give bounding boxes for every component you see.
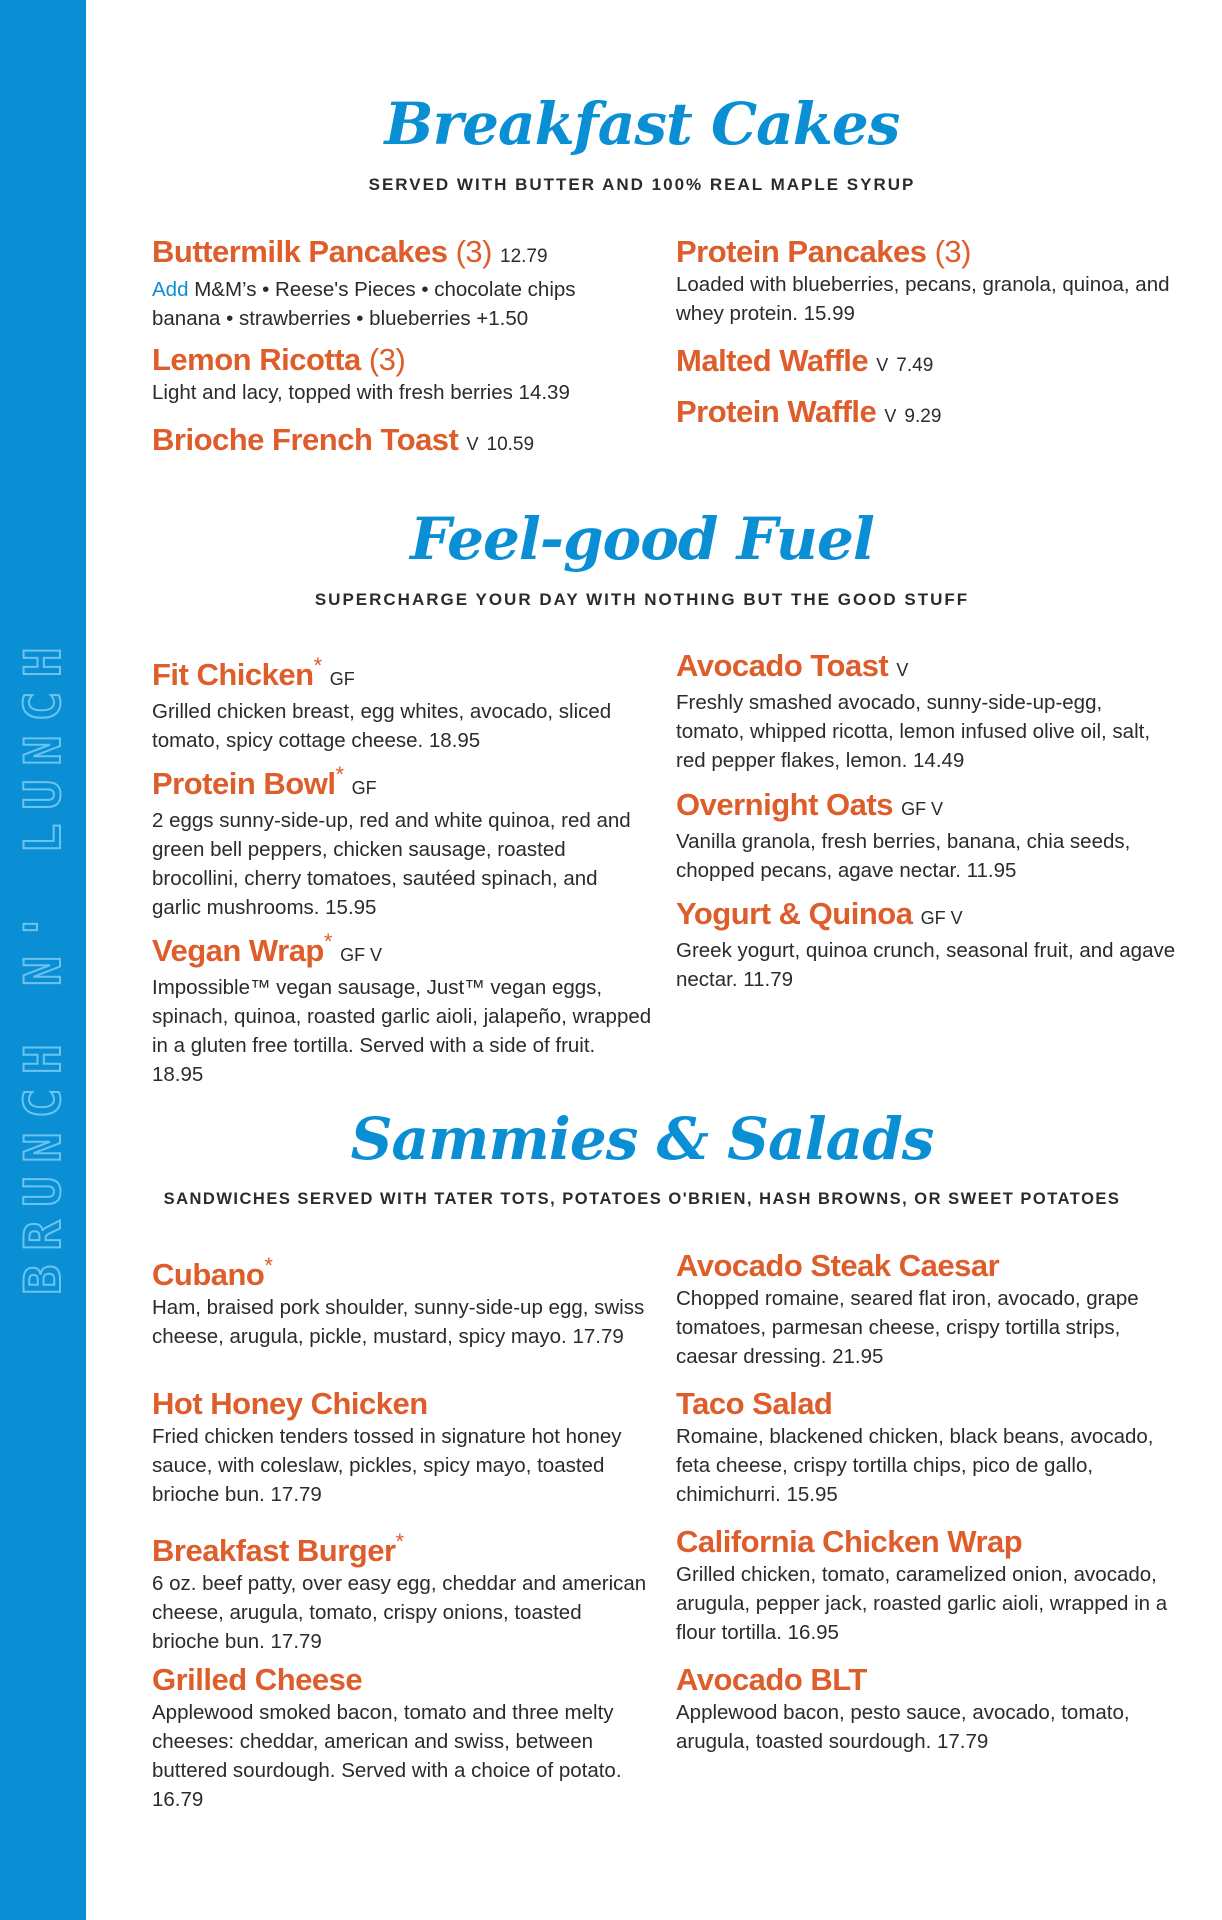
menu-item-protein-waffle (676, 394, 1176, 435)
item-asterisk: * (335, 762, 344, 787)
menu-item-protein-bowl (152, 757, 652, 922)
item-asterisk: * (323, 929, 332, 954)
menu-item-breakfast-burger (152, 1524, 652, 1656)
item-desc: Fried chicken tenders tossed in signature hot honey sauce, with coleslaw, pickles, spicy mayo, toasted brioche bun. 17.79 (152, 1425, 622, 1506)
item-addons-line1: M&M’s • Reese's Pieces • chocolate chips (194, 278, 576, 301)
item-desc: Freshly smashed avocado, sunny-side-up-egg, tomato, whipped ricotta, lemon infused olive oil, salt, red pepper flakes, lemon. 14.49 (676, 691, 1151, 772)
item-addons-line2: banana • strawberries • blueberries +1.50 (152, 307, 529, 330)
item-name: Protein Pancakes (676, 234, 927, 269)
item-name: Grilled Cheese (152, 1662, 363, 1697)
item-name: Malted Waffle (676, 343, 869, 378)
menu-item-lemon-ricotta (152, 342, 652, 407)
menu-item-avocado-blt (676, 1662, 1176, 1756)
item-tag: V (466, 434, 479, 454)
item-desc: Chopped romaine, seared flat iron, avocado, grape tomatoes, parmesan cheese, crispy tortilla strips, caesar dressing. 21.95 (676, 1287, 1139, 1368)
side-label: BRUNCH N' LUNCH (14, 633, 72, 1295)
item-price: 12.79 (500, 246, 548, 267)
item-desc: 6 oz. beef patty, over easy egg, cheddar and american cheese, arugula, tomato, crispy onions, toasted brioche bun. 17.79 (152, 1572, 647, 1653)
section-subtitle-sammies: SANDWICHES SERVED WITH TATER TOTS, POTATOES O'BRIEN, HASH BROWNS, OR SWEET POTATOES (163, 1190, 1121, 1208)
item-name: Yogurt & Quinoa (676, 896, 913, 931)
menu-item-hot-honey-chicken (152, 1386, 652, 1509)
item-asterisk: * (264, 1253, 273, 1278)
menu-item-california-chicken-wrap (676, 1524, 1176, 1647)
item-name: Brioche French Toast (152, 422, 459, 457)
add-label: Add (152, 278, 189, 301)
item-desc: Ham, braised pork shoulder, sunny-side-up egg, swiss cheese, arugula, pickle, mustard, spicy mayo. 17.79 (152, 1296, 645, 1348)
menu-item-buttermilk-pancakes (152, 234, 652, 333)
item-qty: (3) (455, 234, 492, 269)
menu-item-yogurt-quinoa (676, 896, 1176, 994)
item-name: Hot Honey Chicken (152, 1386, 428, 1421)
item-name: Lemon Ricotta (152, 342, 361, 377)
item-desc: Greek yogurt, quinoa crunch, seasonal fruit, and agave nectar. 11.79 (676, 939, 1176, 991)
item-name: Overnight Oats (676, 787, 893, 822)
section-title-breakfast: Breakfast Cakes (384, 90, 900, 158)
item-asterisk: * (395, 1529, 404, 1554)
item-desc: Romaine, blackened chicken, black beans, avocado, feta cheese, crispy tortilla chips, pico de gallo, chimichurri. 15.95 (676, 1425, 1154, 1506)
menu-item-overnight-oats (676, 787, 1176, 885)
item-name: Breakfast Burger (152, 1533, 396, 1568)
item-desc: Applewood smoked bacon, tomato and three melty cheeses: cheddar, american and swiss, between buttered sourdough. Served with a choice of potato. 16.79 (152, 1701, 622, 1811)
item-desc: Vanilla granola, fresh berries, banana, chia seeds, chopped pecans, agave nectar. 11.95 (676, 830, 1131, 882)
item-tag: GF V (920, 908, 963, 928)
menu-item-cubano (152, 1248, 652, 1351)
item-tag: GF V (340, 945, 383, 965)
menu-item-protein-pancakes (676, 234, 1176, 328)
menu-item-malted-waffle (676, 343, 1176, 384)
menu-item-avocado-toast (676, 648, 1176, 775)
section-title-fuel: Feel-good Fuel (410, 505, 874, 573)
item-desc: Impossible™ vegan sausage, Just™ vegan eggs, spinach, quinoa, roasted garlic aioli, jalapeño, wrapped in a gluten free tortilla. Served with a side of fruit. 18.95 (152, 976, 652, 1086)
item-name: Avocado Steak Caesar (676, 1248, 1000, 1283)
item-name: Fit Chicken (152, 657, 314, 692)
item-name: Avocado Toast (676, 648, 889, 683)
item-tag: V (896, 660, 909, 680)
item-desc: Grilled chicken breast, egg whites, avocado, sliced tomato, spicy cottage cheese. 18.95 (152, 700, 612, 752)
menu-item-brioche-french-toast (152, 422, 652, 463)
menu-content (152, 0, 1176, 1920)
item-name: Buttermilk Pancakes (152, 234, 448, 269)
item-name: California Chicken Wrap (676, 1524, 1023, 1559)
item-asterisk: * (313, 653, 322, 678)
item-qty: (3) (368, 342, 406, 377)
menu-item-vegan-wrap (152, 924, 652, 1089)
item-price: 10.59 (486, 434, 535, 455)
item-name: Protein Waffle (676, 394, 877, 429)
item-desc: Applewood bacon, pesto sauce, avocado, tomato, arugula, toasted sourdough. 17.79 (676, 1701, 1130, 1753)
item-tag: GF (329, 669, 355, 689)
menu-item-avocado-steak-caesar (676, 1248, 1176, 1371)
section-subtitle-fuel: SUPERCHARGE YOUR DAY WITH NOTHING BUT THE GOOD STUFF (314, 590, 970, 609)
item-desc: Loaded with blueberries, pecans, granola, quinoa, and whey protein. 15.99 (676, 273, 1170, 325)
item-price: 9.29 (904, 406, 942, 427)
item-name: Vegan Wrap (152, 933, 324, 968)
item-price: 7.49 (896, 355, 934, 376)
item-name: Protein Bowl (152, 766, 336, 801)
item-desc: Light and lacy, topped with fresh berries 14.39 (152, 381, 570, 404)
item-tag: V (884, 406, 897, 426)
item-qty: (3) (934, 234, 971, 269)
menu-item-taco-salad (676, 1386, 1176, 1509)
item-tag: GF (351, 778, 377, 798)
item-name: Taco Salad (676, 1386, 833, 1421)
item-tag: V (876, 355, 889, 375)
side-bar (0, 0, 86, 1920)
section-title-sammies: Sammies & Salads (350, 1105, 934, 1173)
item-desc: Grilled chicken, tomato, caramelized onion, avocado, arugula, pepper jack, roasted garlic aioli, wrapped in a flour tortilla. 16.95 (676, 1563, 1168, 1644)
item-desc: 2 eggs sunny-side-up, red and white quinoa, red and green bell peppers, chicken sausage, roasted brocollini, cherry tomatoes, sautéed spinach, and garlic mushrooms. 15.95 (152, 809, 631, 919)
section-subtitle-breakfast: SERVED WITH BUTTER AND 100% REAL MAPLE SYRUP (368, 175, 916, 194)
menu-item-grilled-cheese (152, 1662, 652, 1814)
item-name: Avocado BLT (676, 1662, 867, 1697)
item-name: Cubano (152, 1257, 265, 1292)
item-tag: GF V (901, 799, 944, 819)
menu-item-fit-chicken (152, 648, 652, 755)
